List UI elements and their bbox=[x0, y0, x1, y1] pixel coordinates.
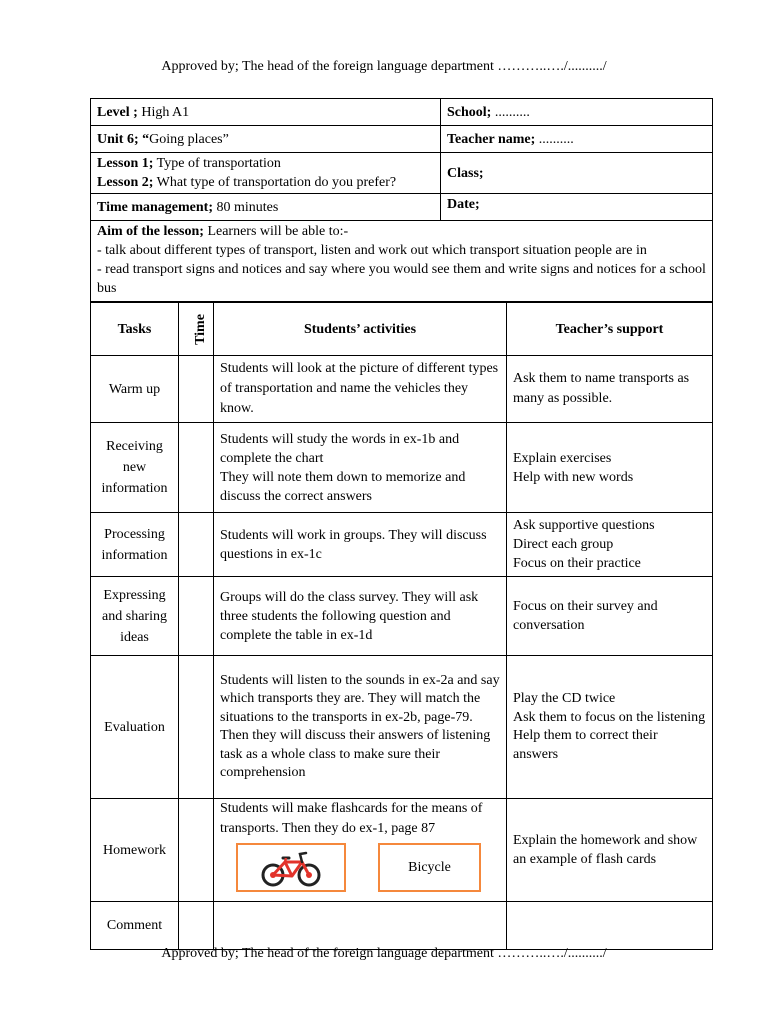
homework-activity-text: Students will make flashcards for the means of transports. Then they do ex-1, page 87 bbox=[220, 801, 483, 836]
support-cell: Ask them to name transports as many as possible. bbox=[507, 356, 713, 423]
support-cell: Focus on their survey and conversation bbox=[507, 577, 713, 656]
level-cell: Level ; High A1 bbox=[91, 99, 441, 126]
bicycle-icon bbox=[258, 848, 324, 888]
tasks-header: Tasks bbox=[91, 303, 179, 356]
lessons-cell: Lesson 1; Type of transportation Lesson 2; What type of transportation do you prefer? bbox=[91, 153, 441, 194]
task-cell: Evaluation bbox=[91, 656, 179, 799]
table-row bbox=[91, 513, 713, 577]
task-cell: Warm up bbox=[91, 356, 179, 423]
table-row bbox=[91, 656, 713, 799]
lesson-header-table bbox=[90, 98, 713, 302]
lesson1-value: Type of transportation bbox=[153, 156, 281, 171]
flashcard-example bbox=[220, 843, 500, 901]
teacher-value: .......... bbox=[535, 131, 574, 147]
teacher-cell: Teacher name; .......... bbox=[441, 126, 713, 153]
task-cell: Homework bbox=[91, 799, 179, 902]
activity-cell: Students will study the words in ex-1b and complete the chart They will note them down to memorize and discuss the correct answers bbox=[214, 423, 507, 513]
table-row bbox=[91, 799, 713, 902]
aim-cell: Aim of the lesson; Learners will be able to:- - talk about different types of transport, listen and work out which transport situation people are in - read transport signs and notices and say where you would see them and write signs and notices for a school bus bbox=[91, 221, 713, 302]
flashcard-word: Bicycle bbox=[378, 843, 481, 892]
unit-value: Going places” bbox=[149, 131, 229, 147]
school-value: .......... bbox=[491, 104, 530, 120]
time-cell bbox=[179, 356, 214, 423]
time-management-cell: Time management; 80 minutes bbox=[91, 194, 441, 221]
time-cell bbox=[179, 656, 214, 799]
support-cell: Explain the homework and show an example of flash cards bbox=[507, 799, 713, 902]
activity-cell: Students will listen to the sounds in ex-2a and say which transports they are. They will match the situations to the transports in ex-2b, page-79. Then they will discuss their answers of listening task as a whole class to make sure their comprehension bbox=[214, 656, 507, 799]
date-cell: Date; bbox=[441, 194, 713, 221]
approval-line-bottom: Approved by; The head of the foreign language department ………..…./........../ bbox=[161, 946, 607, 961]
task-cell: Expressing and sharing ideas bbox=[91, 577, 179, 656]
time-cell bbox=[179, 799, 214, 902]
time-cell bbox=[179, 577, 214, 656]
table-row bbox=[91, 902, 713, 950]
time-management-value: 80 minutes bbox=[213, 199, 279, 215]
time-cell bbox=[179, 513, 214, 577]
activities-header: Students’ activities bbox=[214, 303, 507, 356]
support-cell: Play the CD twice Ask them to focus on the listening Help them to correct their answers bbox=[507, 656, 713, 799]
task-cell: Receiving new information bbox=[91, 423, 179, 513]
table-row bbox=[91, 356, 713, 423]
support-cell: Explain exercises Help with new words bbox=[507, 423, 713, 513]
activity-cell bbox=[214, 799, 507, 902]
activity-cell: Students will look at the picture of different types of transportation and name the vehicles they know. bbox=[214, 356, 507, 423]
class-cell: Class; bbox=[441, 153, 713, 194]
support-cell: Ask supportive questions Direct each group Focus on their practice bbox=[507, 513, 713, 577]
flashcard-picture bbox=[236, 843, 346, 892]
table-row bbox=[91, 577, 713, 656]
activity-cell: Groups will do the class survey. They will ask three students the following question and complete the table in ex-1d bbox=[214, 577, 507, 656]
lesson-plan-table bbox=[90, 302, 713, 950]
time-cell bbox=[179, 902, 214, 950]
approval-line-top: Approved by; The head of the foreign language department ………..…./........../ bbox=[161, 59, 607, 74]
unit-cell: Unit 6; “Going places” bbox=[91, 126, 441, 153]
level-value: High A1 bbox=[137, 104, 190, 120]
activity-cell bbox=[214, 902, 507, 950]
task-cell: Processing information bbox=[91, 513, 179, 577]
time-cell bbox=[179, 423, 214, 513]
lesson2-value: What type of transportation do you prefer? bbox=[153, 175, 397, 190]
aim-line-2: - read transport signs and notices and say where you would see them and write signs and notices for a school bus bbox=[97, 262, 706, 296]
support-cell bbox=[507, 902, 713, 950]
task-cell: Comment bbox=[91, 902, 179, 950]
aim-line-1: - talk about different types of transport, listen and work out which transport situation people are in bbox=[97, 243, 647, 258]
school-cell: School; .......... bbox=[441, 99, 713, 126]
time-header: Time bbox=[179, 303, 214, 356]
support-header: Teacher’s support bbox=[507, 303, 713, 356]
activity-cell: Students will work in groups. They will discuss questions in ex-1c bbox=[214, 513, 507, 577]
table-row bbox=[91, 423, 713, 513]
